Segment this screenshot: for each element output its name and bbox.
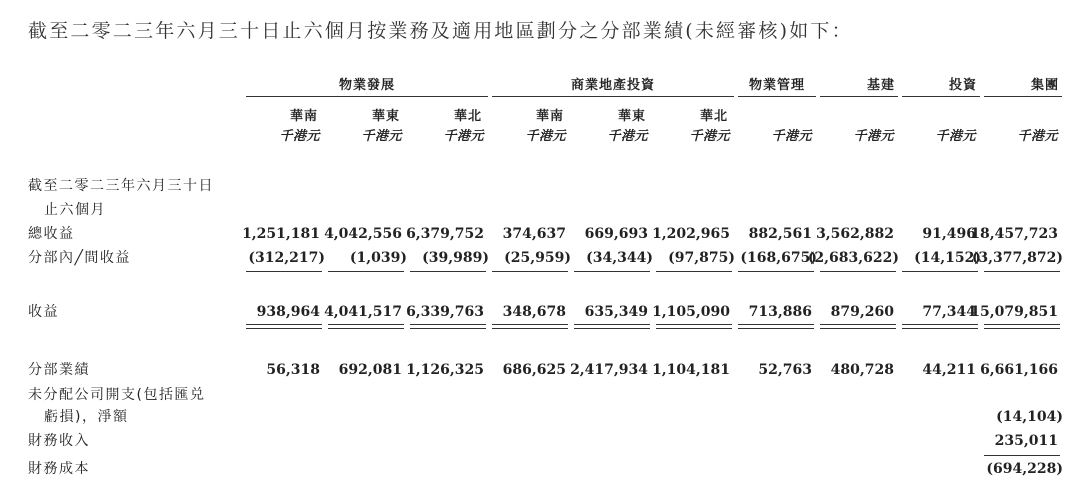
subtotal-rule: [492, 271, 568, 272]
table-row: [0, 224, 1088, 244]
table-row: [0, 459, 1088, 479]
row-label: 未分配公司開支(包括匯兑: [28, 387, 206, 403]
cell: 480,728: [830, 362, 894, 378]
period-label: 截至二零二三年六月三十日: [28, 178, 214, 194]
cell: 2,417,934: [570, 362, 648, 378]
subtotal-rule: [820, 271, 896, 272]
cell: 77,344: [922, 304, 976, 320]
header-rule: [738, 96, 816, 97]
row-label: 收益: [28, 304, 59, 320]
row-label: 分部業績: [28, 362, 90, 378]
cell: (1,039): [349, 250, 407, 266]
cell: 44,211: [922, 362, 976, 378]
cell: 669,693: [584, 226, 648, 242]
header-property-management: 物業管理: [748, 78, 805, 93]
subtotal-rule: [656, 271, 732, 272]
cell: 91,496: [922, 226, 976, 242]
subtotal-rule: [328, 271, 404, 272]
total-rule: [902, 324, 978, 325]
unit-label: 千港元: [1017, 129, 1058, 144]
total-rule: [738, 328, 814, 329]
subtotal-rule: [902, 271, 978, 272]
cell: 52,763: [758, 362, 812, 378]
table-row: [0, 407, 1088, 427]
cell: 6,661,166: [980, 362, 1058, 378]
table-row: [0, 360, 1088, 380]
region-header: 華東: [371, 109, 400, 124]
cell: 348,678: [502, 304, 566, 320]
subtotal-rule: [984, 455, 1060, 456]
total-rule: [492, 328, 568, 329]
row-label: 財務成本: [28, 461, 90, 477]
total-rule: [246, 324, 322, 325]
unit-label: 千港元: [361, 129, 402, 144]
cell: (2,683,622): [807, 250, 899, 266]
cell: (694,228): [986, 461, 1063, 477]
unit-label: 千港元: [279, 129, 320, 144]
header-rule: [246, 96, 488, 97]
total-rule: [656, 328, 732, 329]
total-rule: [328, 324, 404, 325]
total-rule: [902, 328, 978, 329]
subtotal-rule: [410, 271, 486, 272]
cell: (3,377,872): [971, 250, 1063, 266]
total-rule: [574, 328, 650, 329]
cell: 374,637: [502, 226, 566, 242]
region-header: 華北: [453, 109, 482, 124]
cell: (39,989): [422, 250, 489, 266]
table-row: [0, 248, 1088, 268]
table-row: [0, 431, 1088, 451]
cell: 235,011: [994, 433, 1058, 449]
cell: (168,675): [740, 250, 817, 266]
cell: (97,875): [668, 250, 735, 266]
row-label-cont: 虧損)，淨額: [44, 409, 129, 425]
header-rule: [902, 96, 980, 97]
unit-label: 千港元: [935, 129, 976, 144]
cell: 1,126,325: [406, 362, 484, 378]
cell: 56,318: [266, 362, 320, 378]
total-rule: [410, 328, 486, 329]
header-property-investment: 商業地產投資: [570, 78, 655, 93]
unit-label: 千港元: [443, 129, 484, 144]
subtotal-rule: [246, 271, 322, 272]
cell: 635,349: [584, 304, 648, 320]
table-row: [0, 302, 1088, 322]
total-rule: [820, 324, 896, 325]
period-label-cont: 止六個月: [44, 202, 106, 218]
cell: (25,959): [504, 250, 571, 266]
cell: 692,081: [338, 362, 402, 378]
total-rule: [492, 324, 568, 325]
intro-text: 截至二零二三年六月三十日止六個月按業務及適用地區劃分之分部業績(未經審核)如下：: [28, 20, 853, 42]
unit-label: 千港元: [689, 129, 730, 144]
cell: 18,457,723: [970, 226, 1058, 242]
row-label: 總收益: [28, 226, 75, 242]
total-rule: [410, 324, 486, 325]
total-rule: [820, 328, 896, 329]
subtotal-rule: [574, 271, 650, 272]
total-rule: [328, 328, 404, 329]
header-property-development: 物業發展: [338, 78, 395, 93]
header-group: 集團: [1030, 78, 1059, 93]
total-rule: [738, 324, 814, 325]
cell: (34,344): [586, 250, 653, 266]
header-rule: [820, 96, 898, 97]
cell: 713,886: [748, 304, 812, 320]
header-investment: 投資: [948, 78, 977, 93]
unit-label: 千港元: [607, 129, 648, 144]
region-header: 華北: [699, 109, 728, 124]
row-label: 分部內╱間收益: [28, 250, 131, 266]
subtotal-rule: [738, 271, 814, 272]
cell: 1,104,181: [652, 362, 730, 378]
cell: (14,152): [914, 250, 981, 266]
header-rule: [492, 96, 734, 97]
cell: 1,202,965: [652, 226, 730, 242]
total-rule: [984, 328, 1060, 329]
cell: 882,561: [748, 226, 812, 242]
cell: 686,625: [502, 362, 566, 378]
header-infrastructure: 基建: [866, 78, 895, 93]
cell: 1,251,181: [242, 226, 320, 242]
total-rule: [984, 324, 1060, 325]
subtotal-rule: [984, 271, 1060, 272]
total-rule: [246, 328, 322, 329]
cell: (312,217): [248, 250, 325, 266]
cell: 6,339,763: [406, 304, 484, 320]
total-rule: [656, 324, 732, 325]
cell: 879,260: [830, 304, 894, 320]
cell: 3,562,882: [816, 226, 894, 242]
cell: 1,105,090: [652, 304, 730, 320]
cell: 6,379,752: [406, 226, 484, 242]
cell: 4,041,517: [324, 304, 402, 320]
unit-label: 千港元: [525, 129, 566, 144]
row-label: 財務收入: [28, 433, 90, 449]
cell: 4,042,556: [324, 226, 402, 242]
cell: 15,079,851: [970, 304, 1058, 320]
region-header: 華東: [617, 109, 646, 124]
unit-label: 千港元: [853, 129, 894, 144]
region-header: 華南: [289, 109, 318, 124]
total-rule: [574, 324, 650, 325]
unit-label: 千港元: [771, 129, 812, 144]
region-header: 華南: [535, 109, 564, 124]
cell: 938,964: [256, 304, 320, 320]
cell: (14,104): [996, 409, 1063, 425]
header-rule: [984, 96, 1062, 97]
